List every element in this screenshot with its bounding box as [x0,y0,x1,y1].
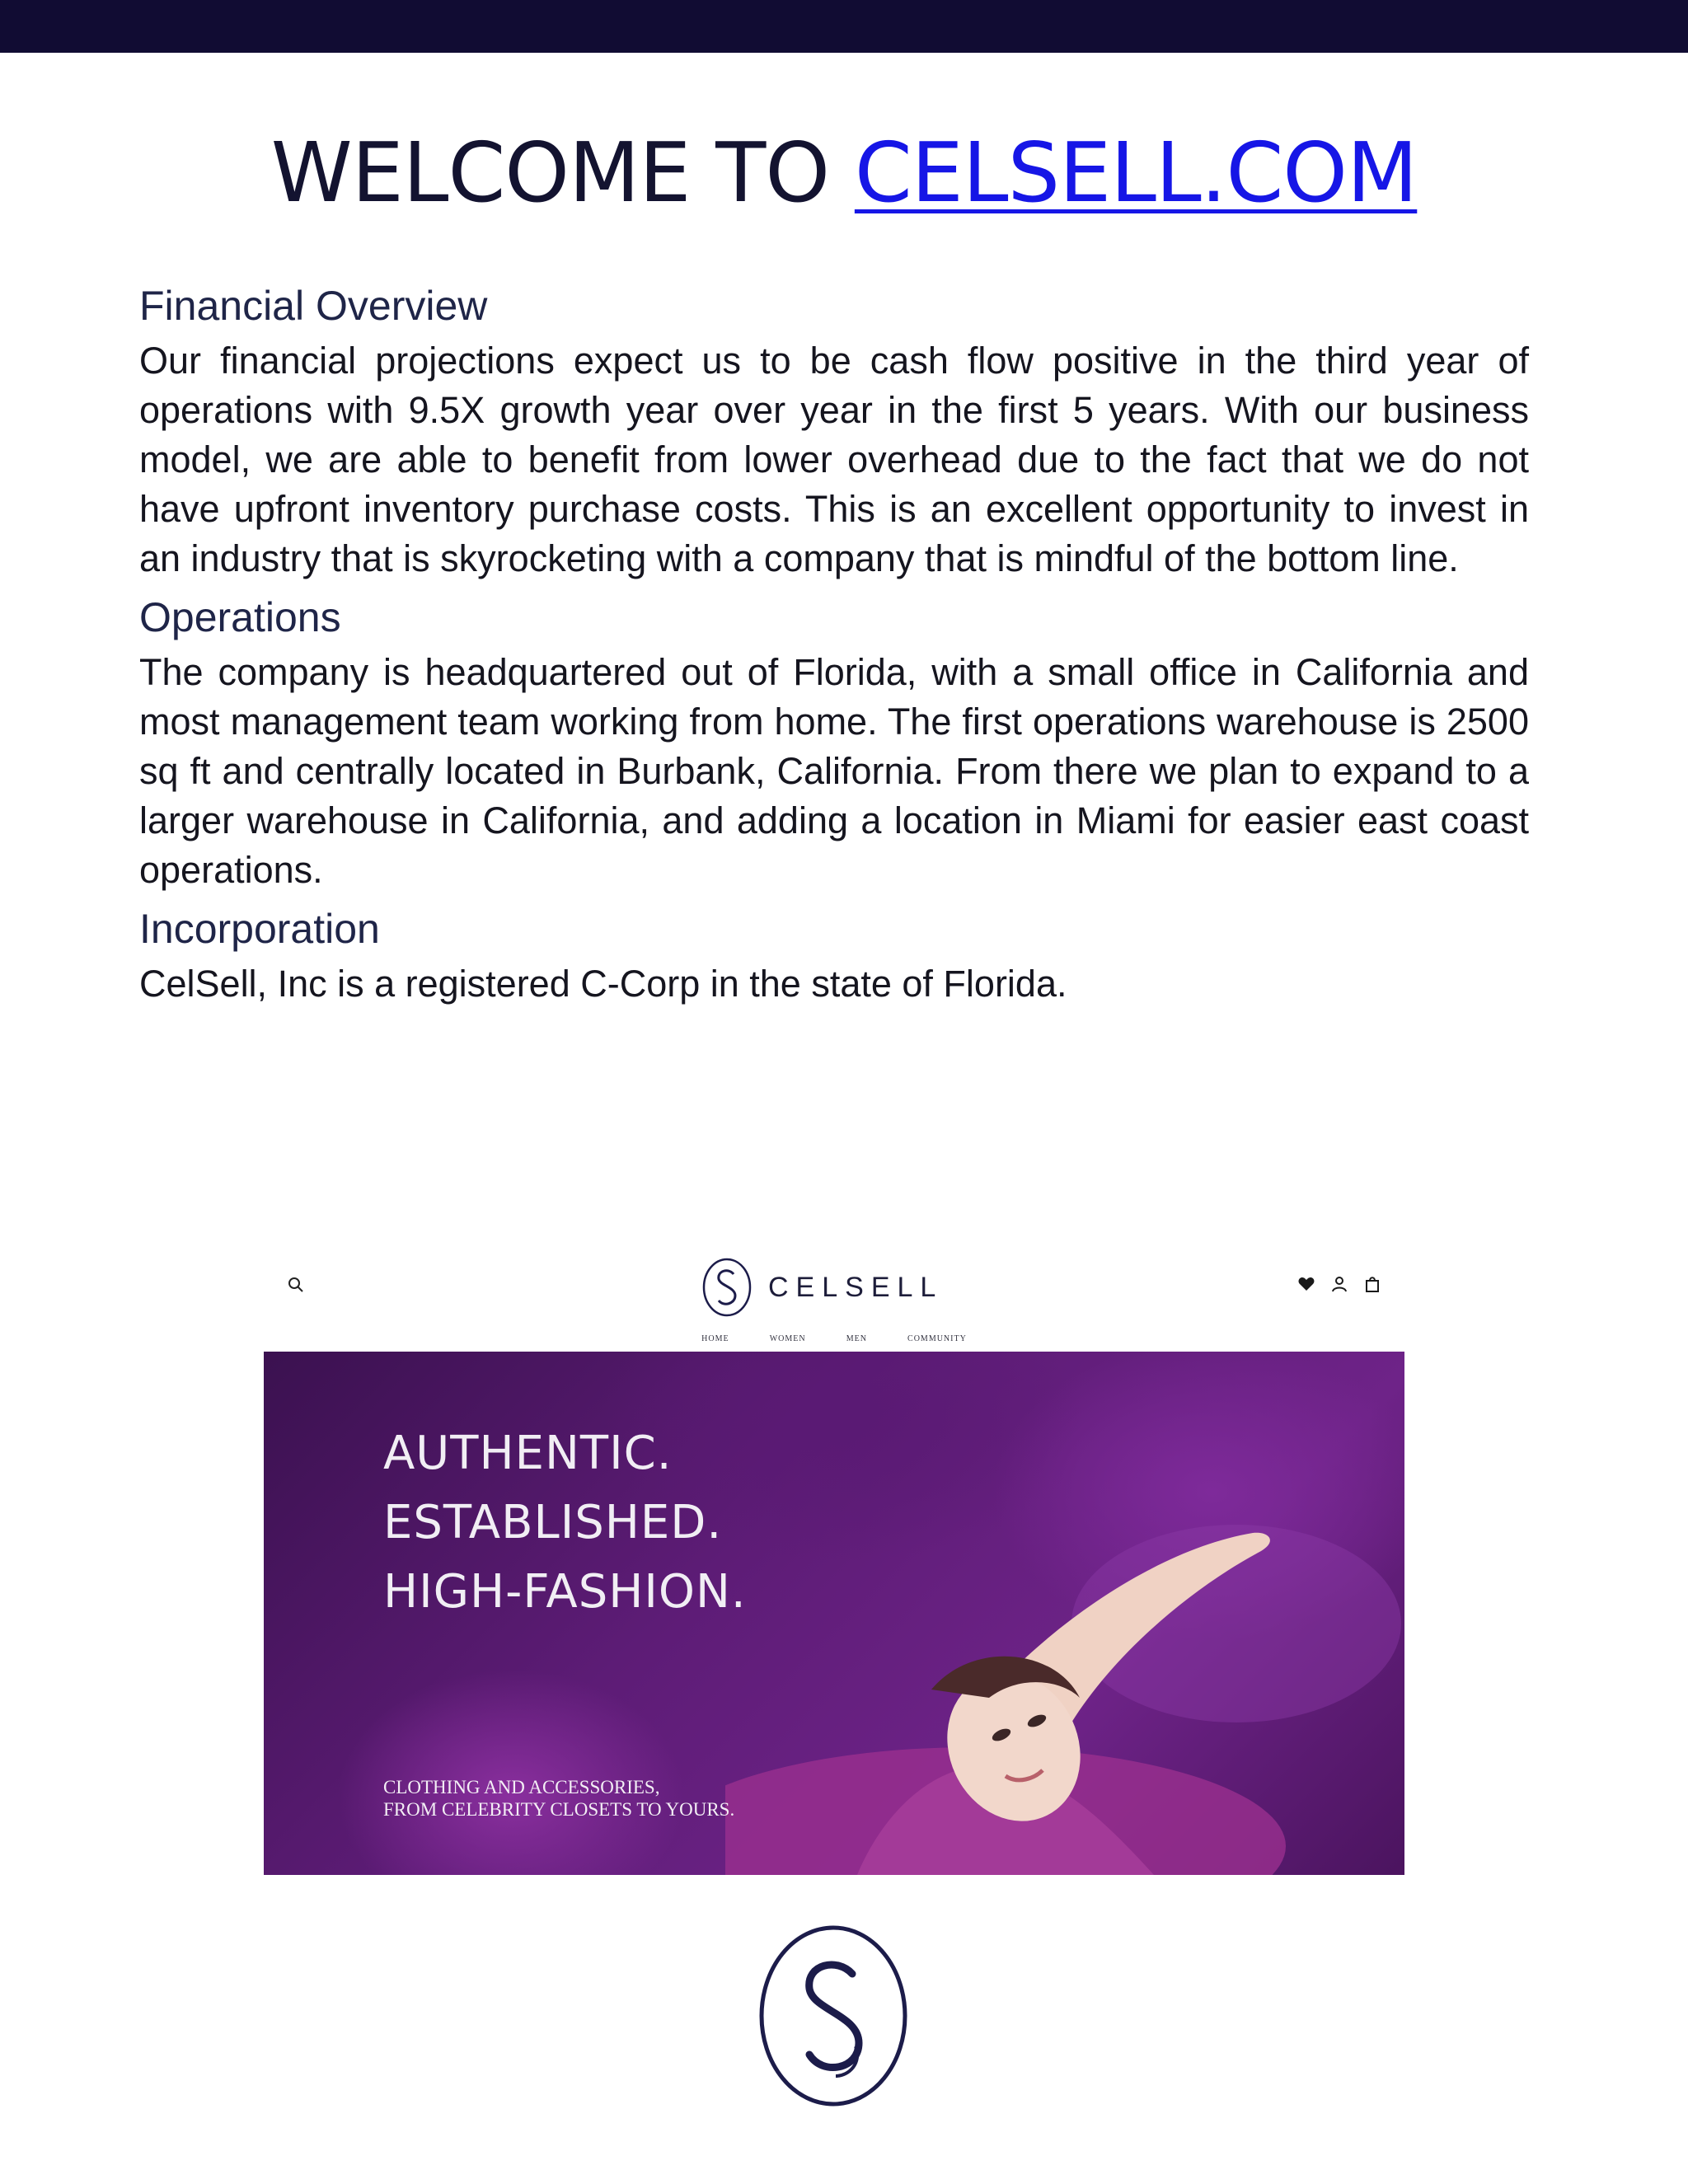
section-heading-financial: Financial Overview [139,283,488,329]
site-nav [264,1329,1404,1344]
celsell-logo-icon [757,1923,910,2109]
nav-item-women[interactable]: WOMEN [769,1334,806,1343]
nav-item-men[interactable]: MEN [846,1334,867,1343]
hero-subtitle-line-1: CLOTHING AND ACCESSORIES, [383,1777,660,1797]
hero-banner [264,1352,1404,1875]
search-icon[interactable] [287,1276,305,1294]
brand[interactable] [701,1250,943,1324]
hero-headline-line-2: ESTABLISHED. [383,1496,723,1549]
section-body-financial: Our financial projections expect us to be cash flow positive in the third year of operations with 9.5X growth year over year in the first 5 years. With our business model, we are able to benefit from lower overhead due to the fact that we do not have upfront inventory purchase costs. This is an excellent opportunity to invest in an industry that is skyrocketing with a company that is mindful of the bottom line. [139,340,1529,579]
nav-item-home[interactable]: HOME [701,1334,729,1343]
page-title [0,124,1688,223]
user-icon[interactable] [1330,1275,1348,1293]
section-body-incorporation: CelSell, Inc is a registered C-Corp in the state of Florida. [139,963,1067,1005]
hero-headline [383,1419,747,1627]
section-heading-operations: Operations [139,594,341,640]
celsell-logo-icon [701,1256,753,1319]
heart-icon[interactable] [1297,1275,1315,1293]
header-icons [1297,1275,1381,1293]
shopping-bag-icon[interactable] [1363,1275,1381,1293]
hero-model-image [725,1500,1404,1875]
nav-item-community[interactable]: COMMUNITY [907,1334,967,1343]
hero-headline-line-1: AUTHENTIC. [383,1427,673,1480]
top-bar [0,0,1688,53]
section-heading-incorporation: Incorporation [139,906,380,952]
website-link[interactable]: CELSELL.COM [854,124,1418,221]
site-header [264,1240,1404,1352]
section-body-operations: The company is headquartered out of Florida, with a small office in California and most management team working from home. The first operations warehouse is 2500 sq ft and centrally located in Burbank, California. From there we plan to expand to a larger warehouse in California, and adding a location in Miami for easier east coast operations. [139,651,1529,891]
hero-subtitle-line-2: FROM CELEBRITY CLOSETS TO YOURS. [383,1799,735,1820]
hero-headline-line-3: HIGH-FASHION. [383,1565,747,1619]
hero-subtitle [383,1776,734,1821]
brand-name: CELSELL [768,1271,944,1303]
title-prefix: WELCOME TO [270,124,830,221]
website-preview [264,1240,1404,1875]
content [139,277,1529,1014]
